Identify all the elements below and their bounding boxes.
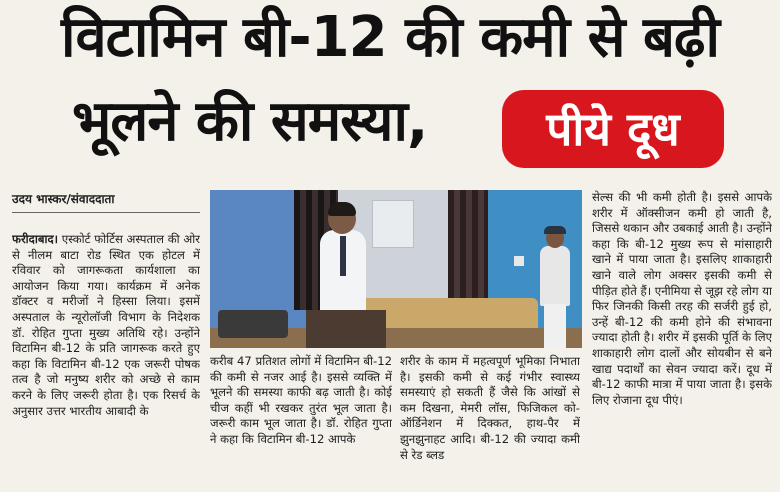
photo-switchboard — [514, 256, 524, 266]
photo-man-legs — [544, 304, 566, 348]
article-column-4: सेल्स की भी कमी होती है। इससे आपके शरीर में ऑक्सीजन कमी हो जाती है, जिससे थकान और उबकाई आती है। उन्होंने कहा कि बी-12 मुख्य रूप से मांसाहारी खाने में पाया जाता है। इसलिए शाकाहारी खाने वाले लोग अक्सर इसकी कमी से पीड़ित होते हैं। एनीमिया से जूझ रहे लोग या फिर जिनकी किसी तरह की सर्जरी हुई हो, उन्हें बी-12 की कमी होने की संभावना ज्यादा होती है। शरीर में इसकी पूर्ति के लिए शाकाहारी लोग दालों और सोयबीन से बने खाद्य पदार्थों का सेवन ज्यादा करें। दूध में बी-12 काफी मात्रा में पाया जाता है। इसके लिए रोजाना दूध पीएं। — [592, 190, 772, 407]
dateline: फरीदाबाद। — [12, 232, 59, 246]
photo-man-body — [540, 246, 570, 306]
headline-line-1: विटामिन बी-12 की कमी से बढ़ी — [61, 5, 719, 70]
photo-speaker-hair — [328, 202, 356, 216]
byline: उदय भास्कर/संवाददाता — [12, 192, 115, 206]
photo-equipment — [218, 310, 288, 338]
photo-podium — [306, 310, 386, 348]
headline-badge: पीये दूध — [502, 90, 724, 168]
byline-divider — [12, 212, 200, 213]
article-column-1 — [12, 232, 200, 488]
photo-speaker-tie — [340, 236, 346, 276]
photo-air-conditioner — [372, 200, 414, 248]
photo-curtain-right — [448, 190, 488, 300]
headline-line-2: भूलने की समस्या, — [72, 89, 428, 154]
article-column-2: करीब 47 प्रतिशत लोगों में विटामिन बी-12 की कमी से नजर आई है। इससे व्यक्ति में भूलने की समस्या काफी बढ़ जाती है। कोई चीज कहीं भी रखकर तुरंत भूल जाता है। जरूरी काम भूल जाता है। डॉ. रोहित गुप्ता ने कहा कि विटामिन बी-12 आपके — [210, 354, 392, 446]
article-column-3: शरीर के काम में महत्वपूर्ण भूमिका निभाता है। इसकी कमी से कई गंभीर स्वास्थ्य समस्याएं हो सकती हैं जैसे कि आंखों से कम दिखना, मेमरी लॉस, फिजिकल को-ऑर्डिनेशन में दिक्कत, हाथ-पैर में झुनझुनाहट आदि। बी-12 की ज्यादा कमी से रेड ब्लड — [400, 354, 580, 462]
article-photo — [210, 190, 582, 348]
column-1-text: एस्कोर्ट फोर्टिस अस्पताल की ओर से नीलम बाटा रोड स्थित एक होटल में रविवार को जागरूकता कार्यशाला का आयोजन किया गया। कार्यक्रम में अनेक डॉक्टर व मरीजों ने हिस्सा लिया। इसमें अस्पताल के न्यूरोलॉजी विभाग के निदेशक डॉ. रोहित गुप्ता मुख्य अतिथि रहे। उन्होंने विटामिन बी-12 के प्रति जागरूक करते हुए कहा कि विटामिन बी-12 एक जरूरी पोषक तत्व है जो मनुष्य शरीर को अच्छे से काम करने के लिए जरूरी होता है। एक रिसर्च के अनुसार उत्तर भारतीय आबादी के — [12, 232, 200, 418]
photo-man-cap — [544, 226, 566, 234]
